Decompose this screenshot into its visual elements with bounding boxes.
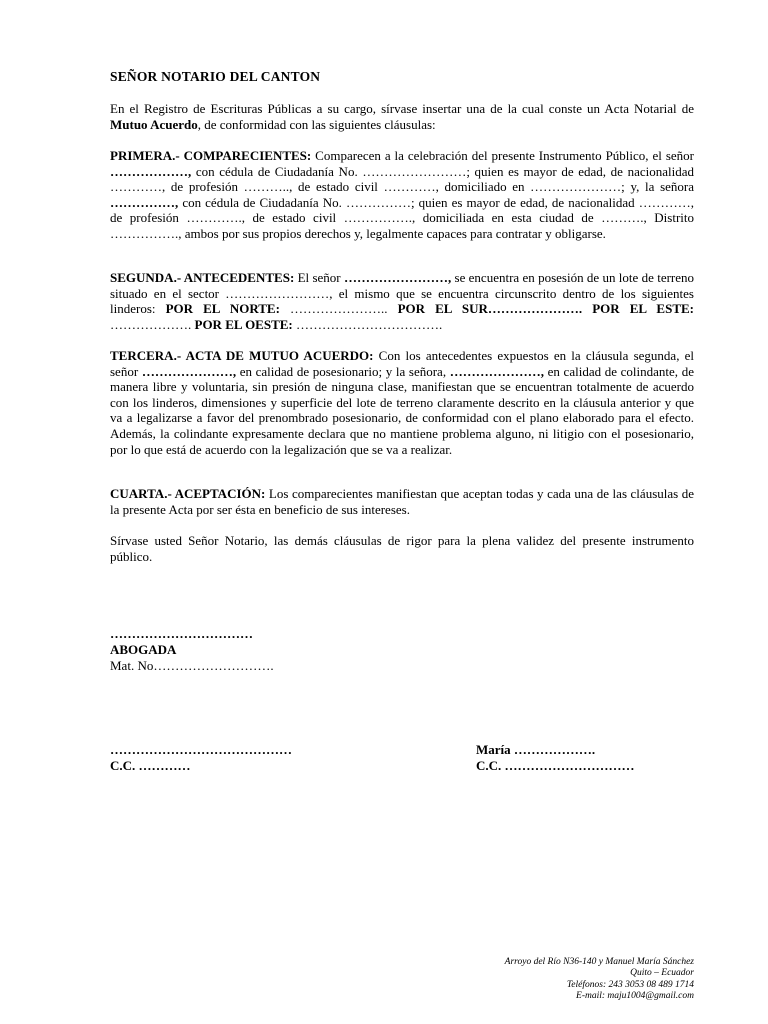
clause-primera-blank-2: ……………, (110, 194, 179, 210)
clause-tercera-blank-2: …………………, (449, 363, 544, 379)
clause-primera-blank-1: ………………, (110, 163, 192, 179)
intro-text-2: , de conformidad con las siguientes cláusulas: (197, 116, 436, 132)
clause-segunda (110, 270, 694, 332)
clause-cuarta-heading: CUARTA.- ACEPTACIÓN: (110, 486, 266, 501)
right-signature-line: María ………………. (476, 742, 596, 757)
clause-cuarta-text-1: Los comparecientes manifiestan que aceptan todas y cada una de las cláusulas de la presente Acta por ser ésta en beneficio de sus intereses. (110, 486, 695, 517)
intro-bold-act-type: Mutuo Acuerdo (110, 116, 198, 132)
intro-text-1: En el Registro de Escrituras Públicas a su cargo, sírvase insertar una de la cual conste un Acta Notarial de (110, 101, 694, 116)
footer-city: Quito – Ecuador (630, 968, 694, 979)
closing-paragraph: Sírvase usted Señor Notario, las demás cláusulas de rigor para la plena validez del presente instrumento público. (110, 533, 694, 564)
left-signature-block (110, 742, 292, 774)
clause-segunda-text-3: ………………….. (279, 301, 398, 317)
clause-tercera-text-3: en calidad de colindante, de manera libre y voluntaria, sin presión de ninguna clase, manifiestan que se encuentran totalmente de acuerdo con los linderos, dimensiones y superficie del lote de terreno claramente descrito en la cláusula anterior y que va a legalizarse a favor del prenombrado posesionario, de conformidad con el plano elaborado para el efecto. Además, la colindante expresamente declara que no mantiene problema alguno, ni litigio con el posesionario, por lo que está de acuerdo con la legalización que se va a realizar. (110, 363, 694, 457)
left-signature-cc: C.C. ………… (110, 758, 191, 773)
clause-tercera-text-2: en calidad de posesionario; y la señora, (236, 363, 450, 379)
clause-tercera-text-1: Con los antecedentes expuestos en la cláusula segunda, el señor (110, 348, 694, 379)
footer-contact (505, 957, 694, 1003)
footer-email: E-mail: maju1004@gmail.com (576, 991, 694, 1002)
clause-cuarta (110, 486, 694, 517)
clause-segunda-oeste: POR EL OESTE: (194, 316, 293, 332)
footer-phones: Teléfonos: 243 3053 08 489 1714 (566, 979, 694, 990)
clause-segunda-norte: POR EL NORTE: (165, 301, 280, 317)
clause-segunda-blank-1: ……………………, (343, 270, 452, 285)
abogada-registration: Mat. No………………………. (110, 658, 274, 673)
clause-segunda-text-5: ……………………………. (292, 316, 443, 332)
document-title: SEÑOR NOTARIO DEL CANTON (110, 69, 321, 84)
intro-paragraph (110, 101, 694, 132)
clause-primera-text-2: con cédula de Ciudadanía No. ……………………; quien es mayor de edad, de nacionalidad …………, de profesión ……….., de estado civil …………, domiciliado en …………………; y, la señora (110, 163, 694, 195)
clause-primera-text-1: Comparecen a la celebración del presente Instrumento Público, el señor (311, 148, 694, 163)
clause-segunda-text-2: se encuentra en posesión de un lote de terreno situado en el sector ……………………, el mismo que se encuentra circunscrito dentro de los siguientes linderos: (110, 270, 695, 317)
footer-address: Arroyo del Río N36-140 y Manuel María Sánchez (504, 957, 694, 967)
clause-primera-text-3: con cédula de Ciudadanía No. ……………; quien es mayor de edad, de nacionalidad …………, de profesión …………., de estado civil ……………., domiciliada en esta ciudad de ………., Distrito ……………., ambos por sus propios derechos y, legalmente capaces para contratar y obligarse. (110, 194, 694, 241)
abogada-signature-line: …………………………… (110, 626, 253, 641)
clause-segunda-text-4: ………………. (110, 316, 195, 332)
clause-primera (110, 148, 694, 242)
right-signature-cc: C.C. ………………………… (476, 758, 635, 773)
clause-tercera-heading: TERCERA.- ACTA DE MUTUO ACUERDO: (110, 348, 374, 363)
clause-tercera (110, 348, 694, 457)
abogada-label: ABOGADA (110, 642, 177, 657)
clause-segunda-heading: SEGUNDA.- ANTECEDENTES: (110, 270, 295, 285)
clause-tercera-blank-1: …………………, (141, 363, 237, 379)
clause-segunda-text-1: El señor (294, 270, 344, 285)
right-signature-block (476, 742, 635, 774)
clause-primera-heading: PRIMERA.- COMPARECIENTES: (110, 148, 312, 163)
clause-segunda-sur-este: POR EL SUR…………………. POR EL ESTE: (397, 301, 694, 317)
left-signature-line: …………………………………… (110, 742, 292, 757)
abogada-signature-block (110, 626, 274, 674)
